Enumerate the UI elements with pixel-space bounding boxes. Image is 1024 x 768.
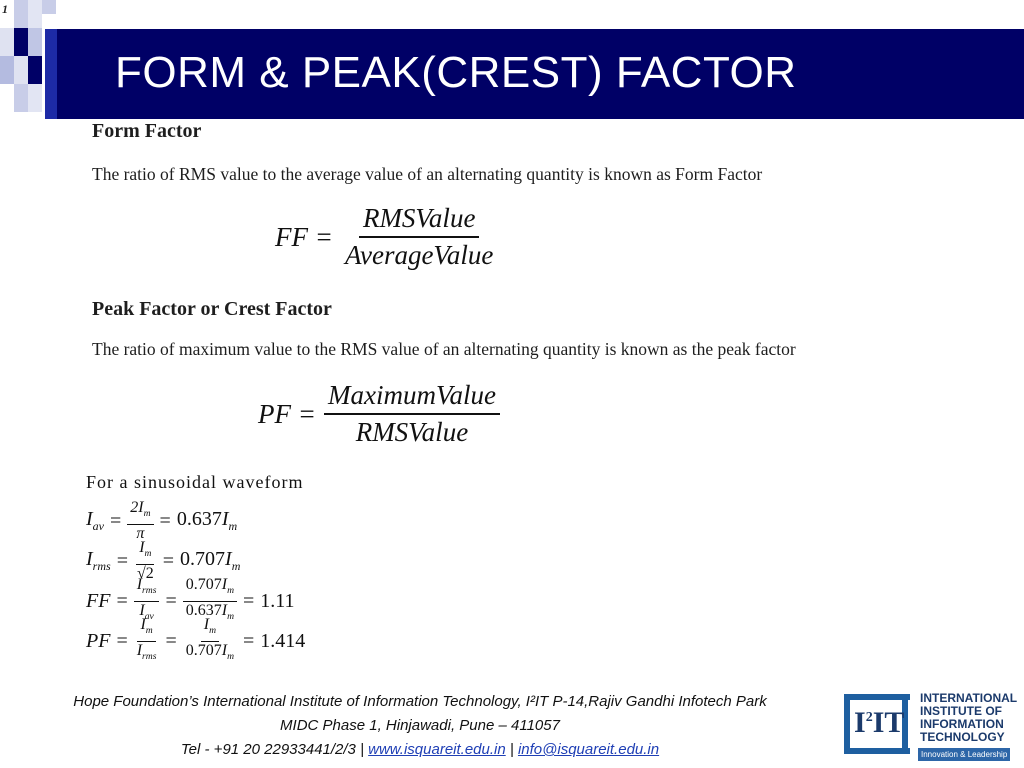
ff-sine-equation: FF = $I_{rms}$ $I_{av}$ = $\frac{0.707I_m}{0.637I_m}$ = 1.11 (86, 576, 295, 622)
slide-title: FORM & PEAK(CREST) FACTOR (115, 48, 797, 97)
form-factor-formula (275, 203, 497, 271)
form-factor-definition: The ratio of RMS value to the average value of an alternating quantity is known as Form Factor (92, 164, 763, 184)
pf-numerator: MaximumValue (324, 380, 500, 415)
ff-lhs: FF = (275, 221, 333, 252)
slide-number: 1 (2, 2, 8, 16)
pf-sine-equation: PF = $I_m$ $I_{rms}$ = $\frac{I_m}{0.707I_m}$ = 1.414 (86, 616, 306, 662)
website-link[interactable]: www.isquareit.edu.in (368, 741, 506, 758)
ff-denominator: AverageValue (344, 240, 494, 270)
sinusoidal-title: For a sinusoidal waveform (86, 472, 304, 492)
iav-equation: $I_{av}$ = $\frac{2I_m}{\pi}$ = $0.637I_m$ (86, 499, 238, 542)
footer-line-2: MIDC Phase 1, Hinjawadi, Pune – 411057 (280, 717, 560, 734)
pf-denominator: RMSValue (355, 417, 469, 447)
form-factor-heading: Form Factor (92, 120, 202, 142)
footer-line-1: Hope Foundation’s International Institute of Information Technology, I²IT P-14,Rajiv Gandhi Infotech Park (73, 693, 767, 710)
pf-lhs: PF = (258, 398, 316, 429)
logo-mark: $I^2IT$ (854, 706, 905, 739)
email-link[interactable]: info@isquareit.edu.in (517, 741, 660, 758)
i2it-logo (840, 690, 1024, 768)
footer-line-3: Tel - +91 20 22933441/2/3 | www.isquareit.edu.in | info@isquareit.edu.in (180, 741, 660, 758)
logo-institute-name: INTERNATIONAL INSTITUTE OF INFORMATION TECHNOLOGY (920, 691, 1018, 744)
irms-equation: $I_{rms}$ = $\frac{I_m}{√2}$ = $0.707I_m$ (86, 539, 241, 582)
footer (30, 690, 810, 762)
ff-numerator: RMSValue (359, 203, 479, 238)
sinusoidal-block (86, 472, 305, 661)
peak-factor-heading: Peak Factor or Crest Factor (92, 298, 332, 320)
peak-factor-formula (258, 380, 500, 448)
peak-factor-definition: The ratio of maximum value to the RMS value of an alternating quantity is known as the peak factor (92, 339, 796, 359)
logo-tagline: Innovation & Leadership (918, 748, 1010, 761)
